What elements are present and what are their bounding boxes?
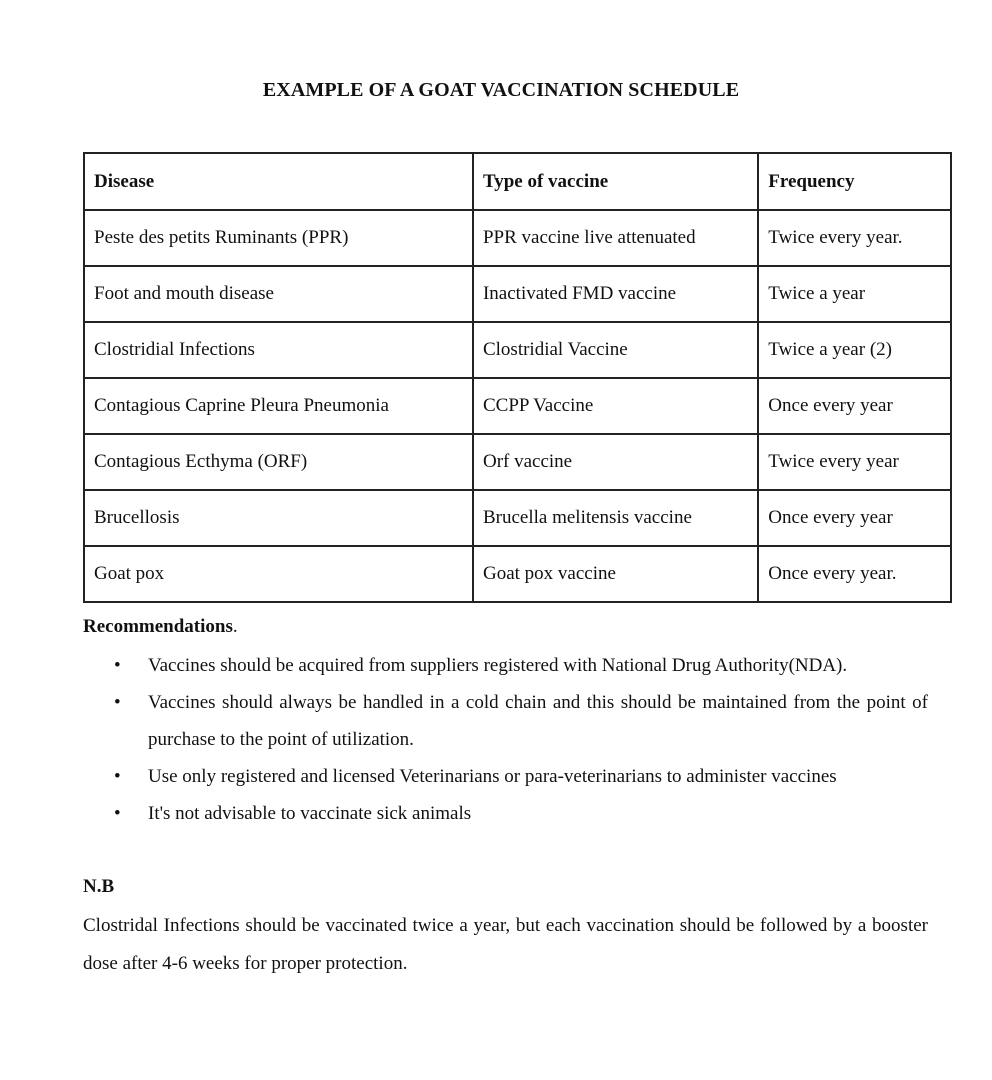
cell-frequency: Once every year [758, 490, 951, 546]
cell-disease: Foot and mouth disease [84, 266, 473, 322]
recommendations-heading [83, 616, 238, 638]
cell-disease: Clostridial Infections [84, 322, 473, 378]
document-title: EXAMPLE OF A GOAT VACCINATION SCHEDULE [262, 79, 740, 101]
note-text: Clostridal Infections should be vaccinated twice a year, but each vaccination should be followed by a booster dose after 4-6 weeks for proper protection. [83, 915, 928, 974]
column-header-frequency: Frequency [758, 153, 951, 210]
recommendation-text: Vaccines should be acquired from suppliers registered with National Drug Authority(NDA). [148, 655, 848, 676]
table-header-row [84, 153, 951, 210]
cell-frequency: Once every year [758, 378, 951, 434]
cell-vaccine-type: Brucella melitensis vaccine [473, 490, 758, 546]
cell-vaccine-type: CCPP Vaccine [473, 378, 758, 434]
table-row [84, 266, 951, 322]
bullet-icon: • [114, 803, 121, 824]
bullet-icon: • [114, 692, 121, 713]
recommendations-heading-period: . [232, 616, 238, 637]
list-item [83, 795, 928, 832]
table-row [84, 210, 951, 266]
cell-frequency: Twice every year [758, 434, 951, 490]
list-item [83, 684, 928, 758]
cell-vaccine-type: Inactivated FMD vaccine [473, 266, 758, 322]
table-row [84, 546, 951, 602]
column-header-vaccine-type: Type of vaccine [473, 153, 758, 210]
cell-disease: Peste des petits Ruminants (PPR) [84, 210, 473, 266]
table-row [84, 322, 951, 378]
cell-vaccine-type: Goat pox vaccine [473, 546, 758, 602]
cell-vaccine-type: Orf vaccine [473, 434, 758, 490]
list-item [83, 758, 928, 795]
recommendations-list [83, 647, 928, 832]
recommendation-text: Vaccines should always be handled in a cold chain and this should be maintained from the point of purchase to the point of utilization. [148, 692, 928, 750]
recommendation-text: It's not advisable to vaccinate sick animals [148, 803, 472, 824]
table-row [84, 490, 951, 546]
cell-disease: Brucellosis [84, 490, 473, 546]
list-item [83, 647, 928, 684]
recommendations-heading-text: Recommendations [83, 616, 233, 637]
column-header-disease: Disease [84, 153, 473, 210]
cell-disease: Goat pox [84, 546, 473, 602]
cell-disease: Contagious Ecthyma (ORF) [84, 434, 473, 490]
cell-frequency: Twice a year [758, 266, 951, 322]
note-heading: N.B [83, 876, 115, 897]
cell-vaccine-type: PPR vaccine live attenuated [473, 210, 758, 266]
bullet-icon: • [114, 766, 121, 787]
bullet-icon: • [114, 655, 121, 676]
cell-vaccine-type: Clostridial Vaccine [473, 322, 758, 378]
cell-frequency: Once every year. [758, 546, 951, 602]
cell-disease: Contagious Caprine Pleura Pneumonia [84, 378, 473, 434]
cell-frequency: Twice a year (2) [758, 322, 951, 378]
vaccination-schedule-table [83, 152, 952, 603]
table-row [84, 434, 951, 490]
cell-frequency: Twice every year. [758, 210, 951, 266]
recommendation-text: Use only registered and licensed Veterinarians or para-veterinarians to administer vaccines [148, 766, 837, 787]
table-row [84, 378, 951, 434]
